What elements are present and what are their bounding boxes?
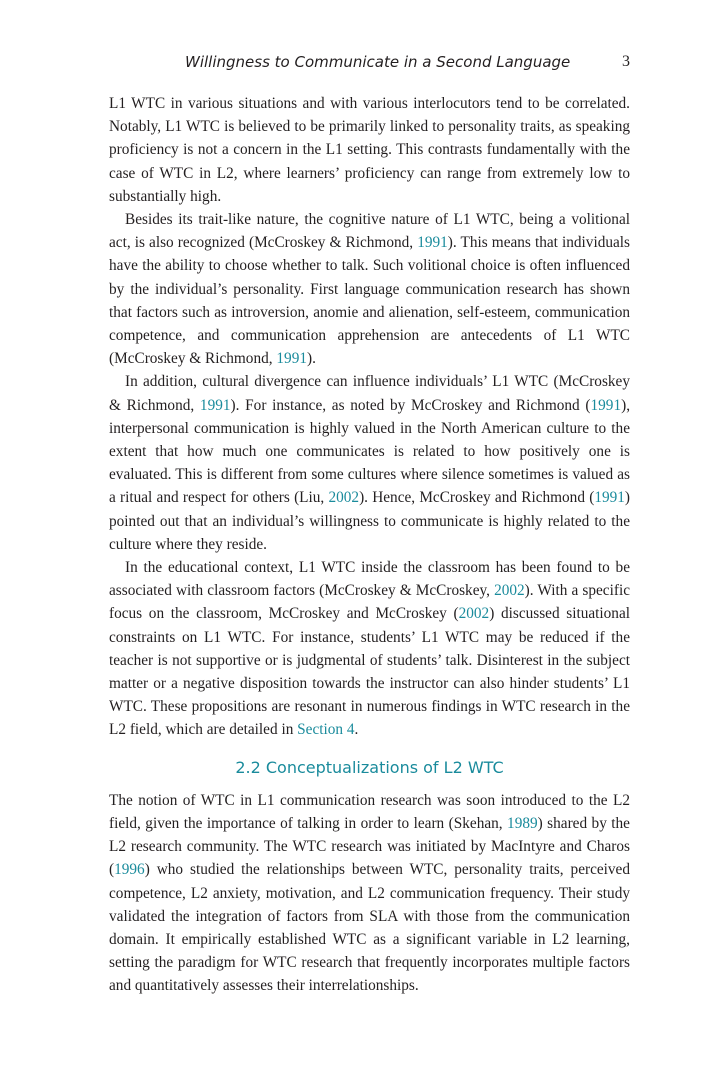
section-paragraph-1 [109,789,630,998]
paragraph-text: ) who studied the relationships between WTC, personality traits, perceived competence, L2 anxiety, motivation, and L2 communication frequency. Their study validated the integration of factors from SLA with those from the communication domain. It empirically established WTC as a significant variable in L2 learning, setting the paradigm for WTC research that frequently incorporates multiple factors and quantitatively assesses their interrelationships. [109,861,630,995]
paragraph-text: In addition, cultural divergence can influence individuals’ L1 WTC (McCroskey & Richmond, [109,373,630,414]
running-title: Willingness to Communicate in a Second Language [185,53,571,71]
paragraph-2 [109,208,630,370]
citation-link[interactable]: 1991 [276,350,307,368]
citation-link[interactable]: 1991 [199,396,231,414]
citation-link[interactable]: Section 4 [297,721,355,739]
paragraph-1 [109,92,630,208]
paragraph-3 [109,370,630,556]
citation-link[interactable]: 1991 [417,234,448,252]
section-heading: 2.2 Conceptualizations of L2 WTC [235,757,504,777]
citation-link[interactable]: 1991 [594,489,625,507]
paragraph-text: . [354,721,359,739]
citation-link[interactable]: 1996 [114,861,145,879]
paragraph-text: In the educational context, L1 WTC inside the classroom has been found to be associated with classroom factors (McCroskey & McCroskey, [109,559,630,600]
paragraph-text: ) discussed situational constraints on L1 WTC. For instance, students’ L1 WTC may be reduced if the teacher is not supportive or is judgmental of students’ talk. Disinterest in the subject matter or a negative disposition towards the instructor can also hinder students’ L1 WTC. These propositions are resonant in numerous findings in WTC research in the L2 field, which are detailed in [109,605,631,739]
running-head [109,53,630,75]
page-body [109,92,630,998]
citation-link[interactable]: 2002 [328,489,360,507]
citation-link[interactable]: 1991 [590,396,622,414]
citation-link[interactable]: 2002 [458,605,490,623]
citation-link[interactable]: 1989 [507,814,538,832]
citation-link[interactable]: 2002 [494,582,525,600]
paragraph-text: ). This means that individuals have the ability to choose whether to talk. Such volitional choice is often influenced by the individual’s personality. First language communication research has shown that factors such as introversion, anomie and alienation, self-esteem, communication competence, and communication apprehension are antecedents of L1 WTC (McCroskey & Richmond, [109,234,630,368]
page-number: 3 [622,53,630,70]
paragraph-text: The notion of WTC in L1 communication research was soon introduced to the L2 field, given the importance of talking in order to learn (Skehan, [109,791,630,832]
paragraph-text: ), interpersonal communication is highly valued in the North American culture to the extent that how much one communicates is related to how positively one is evaluated. This is different from some cultures where silence sometimes is valued as a ritual and respect for others (Liu, [109,396,631,507]
paragraph-text: Besides its trait-like nature, the cognitive nature of L1 WTC, being a volitional act, is also recognized (McCroskey & Richmond, [109,211,630,252]
paragraph-text: L1 WTC in various situations and with various interlocutors tend to be correlated. Notably, L1 WTC is believed to be primarily linked to personality traits, as speaking proficiency is not a concern in the L1 setting. This contrasts fundamentally with the case of WTC in L2, where learners’ proficiency can range from extremely low to substantially high. [109,95,630,205]
paragraph-text: ). For instance, as noted by McCroskey and Richmond ( [230,396,591,414]
paragraph-text: ) shared by the L2 research community. The WTC research was initiated by MacIntyre and Charos ( [109,814,630,879]
paragraph-text: ). With a specific focus on the classroom, McCroskey and McCroskey ( [109,582,630,623]
paragraph-4 [109,556,630,742]
paragraph-text: ). [307,350,316,368]
paragraph-text: ). Hence, McCroskey and Richmond ( [359,489,595,507]
paragraph-text: ) pointed out that an individual’s willingness to communicate is highly related to the culture where they reside. [109,489,631,553]
